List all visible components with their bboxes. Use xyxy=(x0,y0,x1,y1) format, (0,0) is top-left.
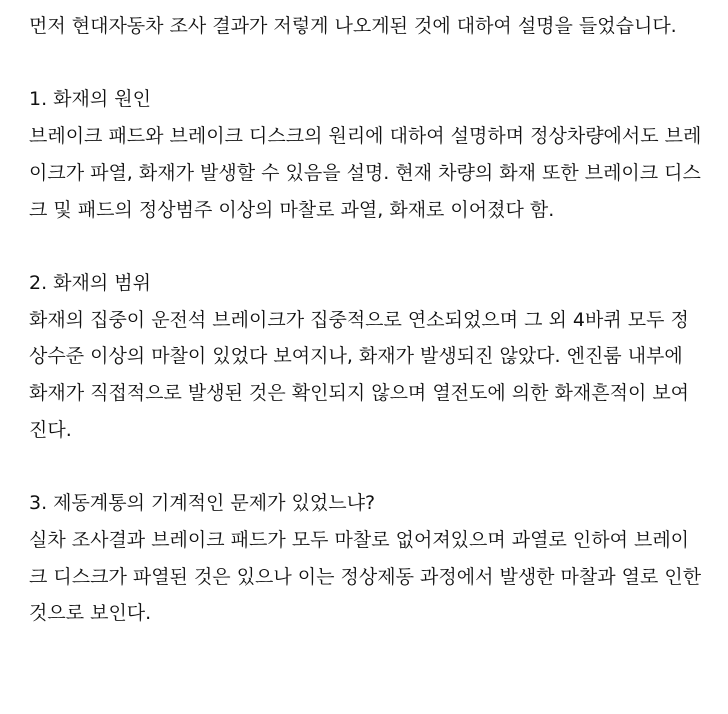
section-2-heading: 2. 화재의 범위 xyxy=(29,271,151,294)
spacer xyxy=(29,45,704,82)
spacer xyxy=(29,228,704,265)
section-3-heading: 3. 제동계통의 기계적인 문제가 있었느냐? xyxy=(29,492,376,515)
section-1-body: 브레이크 패드와 브레이크 디스크의 원리에 대하여 설명하며 정상차량에서도 브레이크가 파열, 화재가 발생할 수 있음을 설명. 현재 차량의 화재 또한 브레이크 디스크 및 패드의 정상범주 이상의 마찰로 과열, 화재로 이어졌다 함. xyxy=(29,125,702,221)
intro-paragraph: 먼저 현대자동차 조사 결과가 저렇게 나오게된 것에 대하여 설명을 들었습니다. xyxy=(29,15,677,37)
section-3-body: 실차 조사결과 브레이크 패드가 모두 마찰로 없어져있으며 과열로 인하여 브레이크 디스크가 파열된 것은 있으나 이는 정상제동 과정에서 발생한 마찰과 열로 인한것으로 보인다. xyxy=(29,528,702,625)
spacer xyxy=(29,448,704,485)
section-1-heading: 1. 화재의 원인 xyxy=(29,88,151,111)
section-2-body: 화재의 집중이 운전석 브레이크가 집중적으로 연소되었으며 그 외 4바퀴 모두 정상수준 이상의 마찰이 있었다 보여지나, 화재가 발생되진 않았다. 엔진룸 내부에 화재가 직접적으로 발생된 것은 확인되지 않으며 열전도에 의한 화재흔적이 보여진다. xyxy=(29,308,690,441)
